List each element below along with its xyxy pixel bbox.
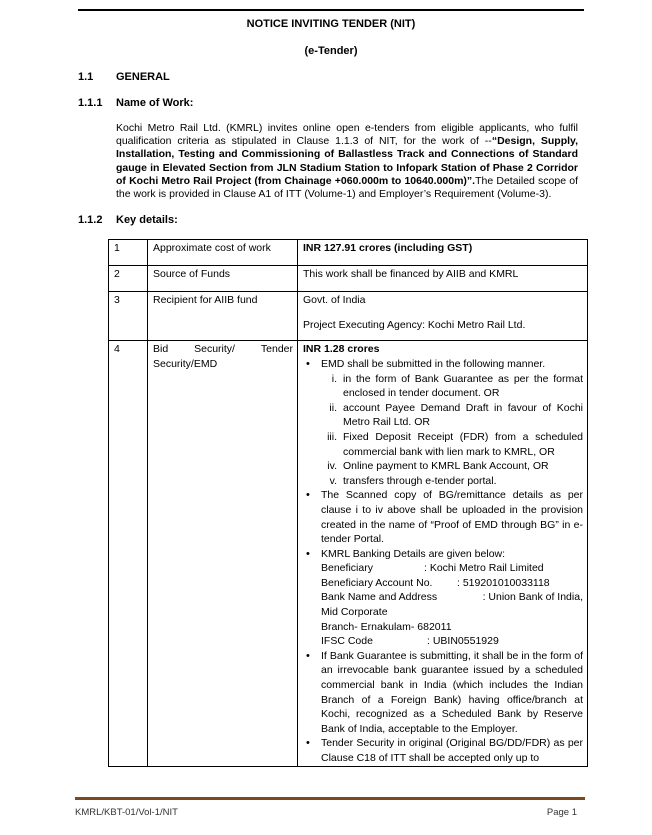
section-number: 1.1.1 [78, 97, 103, 109]
bank-detail-value: : 519201010033118 [457, 576, 550, 589]
footer-rule [75, 797, 585, 800]
section-title: Name of Work: [116, 97, 194, 109]
item-text: account Payee Demand Draft in favour of Kochi Metro Rail Ltd. OR [343, 401, 583, 429]
bank-detail-value: : Union Bank of India, [482, 591, 583, 604]
row-label: Source of Funds [148, 265, 298, 292]
list-item [321, 357, 583, 488]
list-item [321, 488, 583, 546]
work-title-text: “Design, Supply, Installation, Testing and Commissioning of Ballastless Track and Connections of Standard gauge in Elevated Section from JLN Stadium Station to Infopark Station of Phase 2 Corridor of Kochi Metro Rail Project (from Chainage +060.000m to 10640.000m)”. [116, 135, 579, 187]
bullet-text: EMD shall be submitted in the following manner. [321, 357, 546, 370]
table-row [109, 265, 588, 292]
bullet-text: KMRL Banking Details are given below: [321, 547, 506, 560]
label-word: Bid [153, 343, 169, 356]
bank-detail-line: Branch- Ernakulam- 682011 [321, 620, 452, 633]
page-title: NOTICE INVITING TENDER (NIT) [246, 18, 416, 30]
item-text: Online payment to KMRL Bank Account, OR [343, 460, 549, 473]
item-text: in the form of Bank Guarantee as per the format enclosed in tender document. OR [343, 372, 583, 400]
bank-detail-row [321, 634, 583, 649]
row-label: Recipient for AIIB fund [148, 292, 298, 341]
list-item [329, 474, 583, 489]
roman-numeral: iv. [327, 460, 337, 473]
section-number: 1.1.2 [78, 214, 103, 226]
bank-detail-label: Beneficiary [321, 562, 373, 575]
table-row [109, 292, 588, 341]
row-number: 4 [109, 341, 148, 766]
footer-page-number: Page 1 [546, 807, 577, 818]
table-row [109, 240, 588, 266]
roman-numeral: ii. [329, 401, 337, 414]
emd-amount: INR 1.28 crores [303, 343, 380, 356]
section-title: Key details: [116, 214, 178, 226]
list-item [331, 372, 583, 401]
section-number: 1.1 [78, 71, 94, 83]
bank-detail-label: IFSC Code [321, 635, 373, 648]
label-word: Security/EMD [153, 357, 218, 370]
emd-bullet-list [303, 357, 583, 766]
row-value [298, 292, 588, 341]
list-item [321, 649, 583, 737]
list-item [321, 736, 583, 765]
bullet-text: If Bank Guarantee is submitting, it shall be in the form of an irrevocable bank guarantee issued by a scheduled commercial bank in India (which includes the Indian Branch of a Foreign Bank) having office/branch at Kochi, recognized as a Scheduled Bank by Reserve Bank of India, acceptable to the Employer. [321, 649, 583, 735]
row-value: INR 127.91 crores (including GST) [298, 240, 588, 266]
bank-detail-value: : UBIN0551929 [427, 635, 499, 648]
intro-text: Kochi Metro Rail Ltd. (KMRL) invites online open e-tenders from eligible applicants, who fulfil qualification criteria as stipulated in Clause 1.1.3 of NIT, for the work of -- [116, 122, 578, 148]
item-text: transfers through e-tender portal. [343, 474, 497, 487]
bank-detail-row [321, 561, 583, 576]
page-subtitle: (e-Tender) [304, 45, 358, 57]
list-item [327, 430, 583, 459]
row-number: 1 [109, 240, 148, 266]
top-rule [78, 9, 584, 11]
label-word: Security/ [194, 343, 235, 356]
table-row [109, 341, 588, 766]
list-item [327, 459, 583, 474]
bank-detail-value: : Kochi Metro Rail Limited [424, 562, 544, 575]
bank-detail-label: Bank Name and Address [321, 591, 438, 604]
bank-detail-row [321, 576, 583, 591]
roman-numeral: i. [331, 372, 337, 385]
payment-mode-list [321, 372, 583, 489]
bank-detail-row [321, 590, 583, 605]
row-number: 2 [109, 265, 148, 292]
key-details-table [108, 239, 588, 767]
row-value [298, 341, 588, 766]
name-of-work-paragraph [116, 122, 578, 201]
row-number: 3 [109, 292, 148, 341]
footer-doc-ref: KMRL/KBT-01/Vol-1/NIT [75, 807, 178, 818]
label-word: Tender [260, 343, 293, 356]
item-text: Fixed Deposit Receipt (FDR) from a scheduled commercial bank with lien mark to KMRL, OR [343, 430, 583, 458]
bank-detail-line: Mid Corporate [321, 606, 388, 619]
bank-detail-label: Beneficiary Account No. [321, 576, 433, 589]
roman-numeral: iii. [327, 430, 337, 443]
scope-text: The Detailed scope of the work is provided in Clause A1 of ITT (Volume-1) and Employer’s Requirement (Volume-3). [116, 174, 578, 201]
row-value: This work shall be financed by AIIB and KMRL [298, 265, 588, 292]
bullet-text: The Scanned copy of BG/remittance details as per clause i to iv above shall be uploaded in the provision created in the name of “Proof of EMD through BG” in e-tender Portal. [321, 489, 583, 546]
list-item [329, 401, 583, 430]
bullet-text: Tender Security in original (Original BG/DD/FDR) as per Clause C18 of ITT shall be accepted only up to [321, 737, 583, 764]
recipient-value: Govt. of India [303, 294, 366, 307]
row-label-line [153, 342, 293, 357]
executing-agency-value: Project Executing Agency: Kochi Metro Rail Ltd. [303, 318, 526, 331]
row-label: Approximate cost of work [148, 240, 298, 266]
section-title: GENERAL [116, 71, 170, 83]
roman-numeral: v. [329, 474, 337, 487]
list-item [321, 547, 583, 649]
row-label [148, 341, 298, 766]
